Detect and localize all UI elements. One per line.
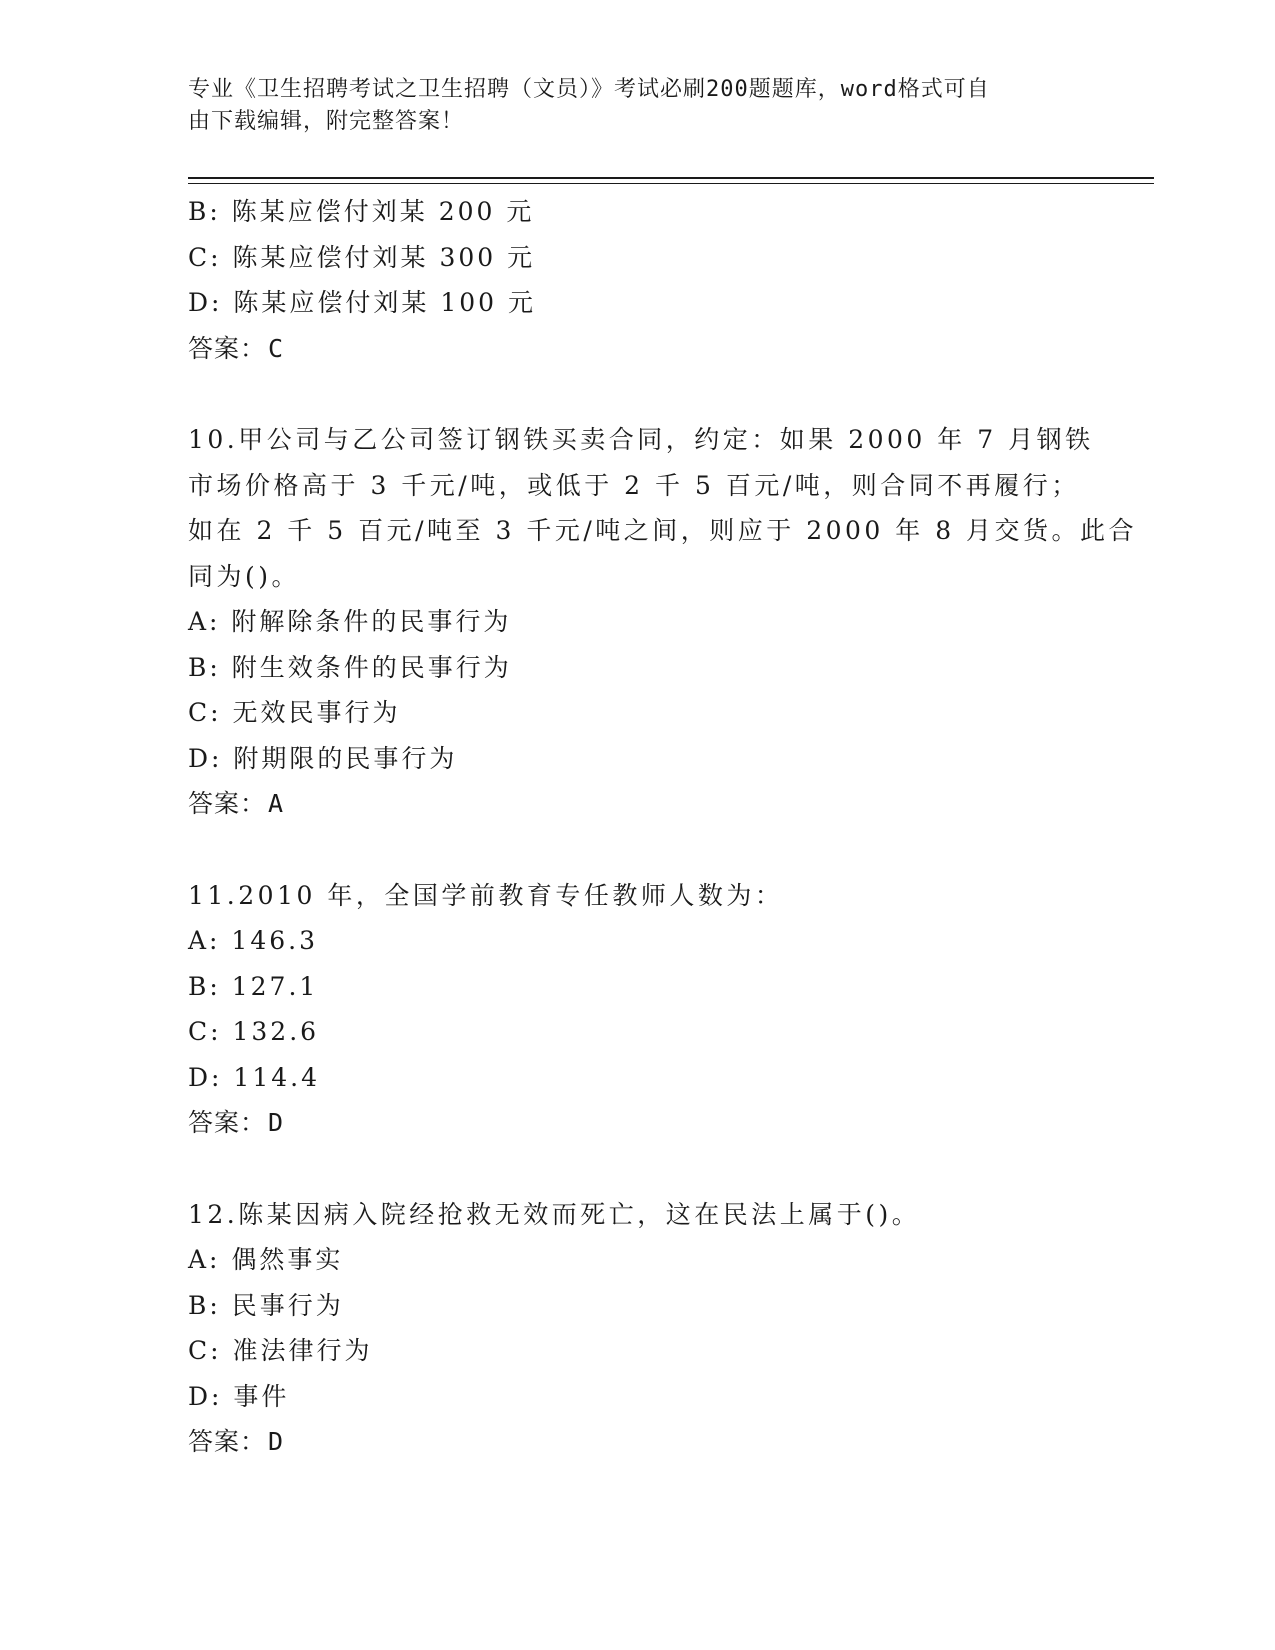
option-a: A: 附解除条件的民事行为 (188, 607, 512, 636)
question-stem (188, 417, 1138, 599)
option-a: A: 146.3 (188, 926, 318, 955)
stem-line: 11.2010 年，全国学前教育专任教师人数为： (188, 880, 784, 910)
answer-line (188, 1419, 1088, 1465)
question-9-continued (188, 189, 1088, 371)
header-rule-thick (188, 177, 1154, 179)
answer-line (188, 781, 1088, 827)
option-b: B: 陈某应偿付刘某 200 元 (188, 197, 535, 226)
option-b: B: 民事行为 (188, 1290, 344, 1320)
option-a: A: 偶然事实 (188, 1245, 344, 1274)
answer-label: 答案： (188, 333, 267, 363)
option-b: B: 附生效条件的民事行为 (188, 652, 512, 682)
question-10 (188, 417, 1138, 827)
stem-line: 市场价格高于 3 千元/吨，或低于 2 千 5 百元/吨，则合同不再履行； (188, 470, 1080, 500)
answer-value: D (268, 1108, 285, 1137)
answer-label: 答案： (188, 1427, 267, 1456)
stem-line: 10.甲公司与乙公司签订钢铁买卖合同，约定：如果 2000 年 7 月钢铁 (188, 425, 1094, 454)
stem-line: 如在 2 千 5 百元/吨至 3 千元/吨之间，则应于 2000 年 8 月交货。此合 (188, 516, 1138, 545)
option-d: D: 陈某应偿付刘某 100 元 (188, 288, 537, 317)
question-list (188, 189, 1138, 1465)
option-d: D: 附期限的民事行为 (188, 743, 458, 773)
answer-line (188, 326, 1088, 372)
question-stem (188, 1192, 1088, 1238)
answer-value: A (268, 789, 285, 818)
question-12 (188, 1192, 1088, 1465)
option-b: B: 127.1 (188, 971, 319, 1001)
question-11 (188, 873, 1088, 1146)
header-line-1: 专业《卫生招聘考试之卫生招聘（文员）》考试必刷200题题库，word格式可自 (188, 77, 990, 102)
stem-line: 同为()。 (188, 561, 301, 591)
option-c: C: 132.6 (188, 1017, 320, 1046)
header-rule-thin (188, 183, 1154, 184)
question-stem (188, 873, 1088, 919)
answer-value: C (268, 333, 285, 363)
option-c: C: 陈某应偿付刘某 300 元 (188, 242, 536, 272)
answer-label: 答案： (188, 789, 267, 818)
option-d: D: 事件 (188, 1381, 290, 1411)
answer-value: D (268, 1427, 285, 1456)
spacer (188, 1146, 1088, 1192)
spacer (188, 827, 1088, 873)
header-line-2: 由下载编辑，附完整答案！ (188, 109, 465, 134)
document-header (188, 74, 1068, 138)
option-c: C: 无效民事行为 (188, 698, 401, 727)
spacer (188, 371, 1088, 417)
option-c: C: 准法律行为 (188, 1336, 373, 1365)
stem-line: 12.陈某因病入院经抢救无效而死亡，这在民法上属于()。 (188, 1199, 921, 1229)
answer-label: 答案： (188, 1108, 267, 1137)
answer-line (188, 1100, 1088, 1146)
option-d: D: 114.4 (188, 1062, 320, 1092)
